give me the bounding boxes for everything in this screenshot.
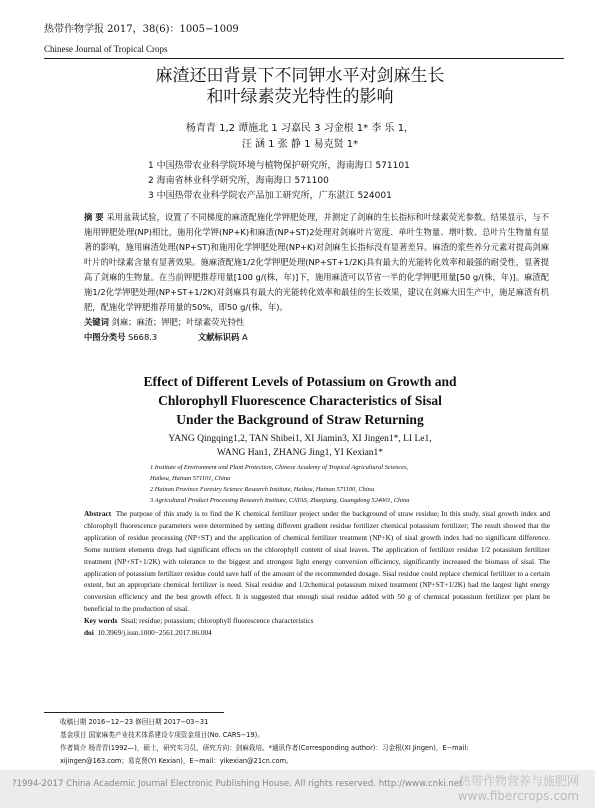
doc-code: A (241, 332, 248, 342)
journal-header: 热带作物学报 2017，38(6)：1005−1009 (44, 24, 239, 35)
cn-abstract (84, 210, 549, 345)
footnote-contact: xijingen@163.com；易克贤(YI Kexian)，E−mail：yikexian@21cn.com。 (60, 757, 293, 765)
watermark-title: 热带作物营养与施肥网 (458, 774, 579, 788)
en-keywords: Sisal; residue; potassium; chlorophyll fluorescence characteristics (121, 616, 314, 626)
cn-title-line-1: 麻渣还田背景下不同钾水平对剑麻生长 (155, 66, 445, 86)
watermark (458, 774, 579, 804)
en-abstract-label: Abstract (84, 509, 112, 518)
footnote-rule (44, 712, 224, 713)
footnotes (60, 716, 550, 768)
en-affiliations (150, 462, 550, 506)
clc-number: S668.3 (128, 332, 158, 342)
footnote-author-bio: 作者简介 杨青青(1992—)，硕士，研究实习员，研究方向：剑麻栽培。*通讯作者(Corresponding author)：习金根(XI Jingen)，E−mail: (60, 744, 469, 752)
cn-affiliation: 3 中国热带农业科学院农产品加工研究所，广东湛江 524001 (148, 191, 392, 201)
en-abstract-text: The purpose of this study is to find the K chemical fertilizer project under the background of straw residue; In this study, sisal growth index and chlorophyll fluorescence parameters were determined by setting different gradient residue fertilizer chemical potassium fertilizer; The result showed that the application of residue processing (NP+ST) and the application of chemical fertilizer treatment (NP+K) of sisal growth index had no significant difference. Some nutrient elements dregs had significant effects on the chlorophyll content of sisal leaves. The application of fertilizer residue 1/2 potassium fertilizer treatment (NP+ST+1/2K) with tolerance to the biggest and strongest light energy conversion efficiency, significantly increased the biomass of sisal. The application of potassium fertilizer residue could save half of the amount of the recommended dosage. Sisal residue could replace chemical fertilizer to a certain extent, but an appropriate chemical fertilizer is need. Sisal residue and 1/2chemical potassium mixed treatment (NP+ST+1/2K) had the largest light energy conversion efficiency and the best growth effect. It is suggested that enough sisal residue added with 50 g of chemical potassium fertilizer per plant be beneficial to the production of sisal. (84, 509, 550, 614)
en-keywords-label: Key words (84, 616, 118, 626)
copyright-notice: ?1994-2017 China Academic Journal Electronic Publishing House. All rights reserved. http://www.cnki.net (12, 779, 463, 789)
en-affiliation: 1 Institute of Environment and Plant Protection, Chinese Academy of Tropical Agricultural Sciences, (150, 464, 409, 471)
en-abstract (84, 508, 550, 639)
watermark-url: www.fibercrops.com (457, 789, 579, 803)
en-title-line-3: Under the Background of Straw Returning (176, 412, 424, 427)
cn-affiliations (148, 159, 410, 204)
cn-abstract-label: 摘 要 (84, 212, 104, 222)
clc-label: 中图分类号 (84, 332, 126, 342)
doi-value: 10.3969/j.issn.1000−2561.2017.06.004 (97, 628, 212, 638)
en-authors-line-2: WANG Han1, ZHANG Jing1, YI Kexian1* (216, 448, 384, 458)
cn-affiliation: 2 海南省林业科学研究所，海南海口 571100 (148, 176, 329, 186)
header-rule (44, 58, 564, 59)
cn-affiliation: 1 中国热带农业科学院环境与植物保护研究所，海南海口 571101 (148, 161, 410, 171)
en-affiliation: 3 Agricultural Product Processing Research Institute, CATAS, Zhanjiang, Guangdong 524001, China (150, 497, 410, 504)
footnote-funding: 基金项目 国家麻类产业技术体系建设专项资金项目(No. CARS−19)。 (60, 731, 264, 739)
en-title-line-2: Chlorophyll Fluorescence Characteristics of Sisal (158, 393, 442, 408)
cn-authors-line-1: 杨青青 1,2 谭施北 1 习嘉民 3 习金根 1* 李 乐 1， (185, 123, 415, 134)
cn-title-line-2: 和叶绿素荧光特性的影响 (206, 87, 394, 107)
doi-label: doi (84, 628, 94, 638)
cn-authors-line-2: 汪 涵 1 张 静 1 易克贤 1* (241, 139, 359, 150)
en-affiliation: Haikou, Hainan 571101, China (150, 475, 231, 482)
footnote-dates: 收稿日期 2016−12−23 修回日期 2017−03−31 (60, 718, 209, 726)
cn-keywords-label: 关键词 (84, 317, 109, 327)
doc-code-label: 文献标识码 (197, 332, 240, 342)
en-authors-line-1: YANG Qingqing1,2, TAN Shibei1, XI Jiamin3, XI Jingen1*, LI Le1, (168, 434, 432, 444)
en-title-line-1: Effect of Different Levels of Potassium on Growth and (143, 374, 457, 389)
en-affiliation: 2 Hainan Province Forestry Science Research Institute, Haikou, Hainan 571100, China (150, 486, 375, 493)
journal-english-name: Chinese Journal of Tropical Crops (44, 44, 168, 54)
cn-keywords: 剑麻；麻渣；钾肥；叶绿素荧光特性 (111, 317, 245, 327)
cn-abstract-text: 采用盆栽试验，设置了不同梯度的麻渣配施化学钾肥处理，并测定了剑麻的生长指标和叶绿素荧光参数。结果显示，与不施用钾肥处理(NP)相比，施用化学钾(NP+K)和麻渣(NP+ST)2处理对剑麻叶片宽度、单叶生物量、增叶数、总叶片生物量有显著的影响，施用麻渣处理(NP+ST)和施用化学钾肥处理(NP+K)对剑麻生长指标没有显著差异。麻渣的浆些养分元素对提高剑麻叶片的叶绿素含量有显著效果。施麻渣配施1/2化学钾肥处理(NP+ST+1/2K)具有最大的光能转化效率和最强的耐受性，显著提高了剑麻的生物量。在当前钾肥推荐用量[100 g/(株，年)]下，施用麻渣可以节省一半的化学钾肥用量[50 g/(株，年)]。麻渣配施1/2化学钾肥处理(NP+ST+1/2K)对剑麻具有最大的光能转化效率和最佳的生长效果，建议在剑麻大田生产中，施足麻渣有机肥，配施化学钾肥推荐用量的50%，即50 g/(株，年)。 (84, 212, 550, 312)
